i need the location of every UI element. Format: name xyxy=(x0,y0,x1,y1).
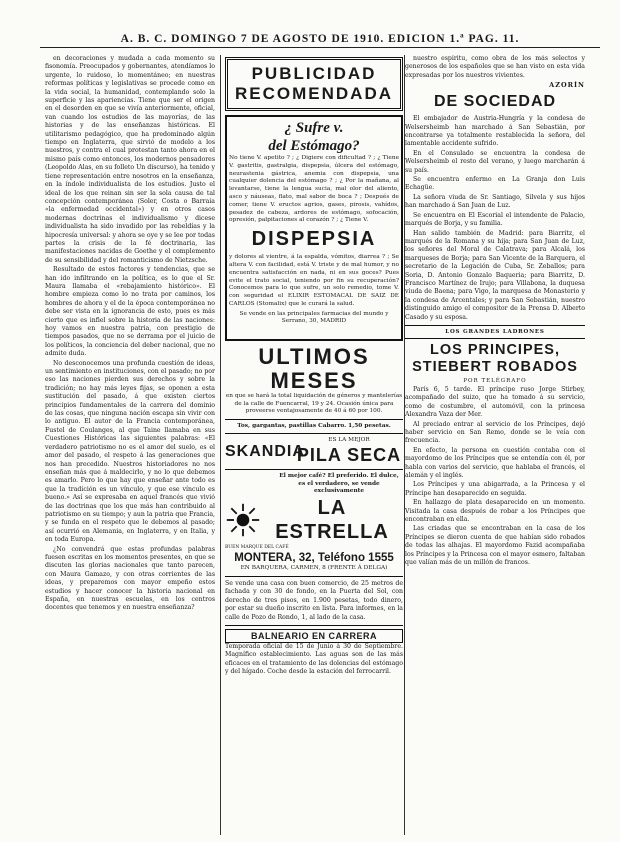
article-paragraph: nuestro espíritu, como obra de los más selectos y generosos de los españoles que se han visto en esta vida expresadas por los nuestros vivientes. xyxy=(405,55,585,79)
ad-estrella-address: MONTERA, 32, Teléfono 1555 xyxy=(234,552,394,565)
column-3 xyxy=(405,55,585,840)
princes-heading: STIEBERT ROBADOS xyxy=(412,358,578,375)
masthead xyxy=(40,32,600,48)
ad-estomago-headline: del Estómago? xyxy=(268,138,360,154)
ad-estomago-headline: ¿ Sufre v. xyxy=(284,120,344,136)
section-label: LOS GRANDES LADRONES xyxy=(445,328,545,335)
star-logo-icon xyxy=(225,502,261,538)
princes-heading: LOS PRINCIPES, xyxy=(429,341,561,358)
divider xyxy=(405,338,585,339)
society-paragraph: Han salido también de Madrid: para Biarritz, el marqués de la Romana y su hija; para San Juan de Luz, los señores del Moral de Calatrava; para Alcalá, los marqueses de Borja; para San Vicente de la Barquera, el secretario de la Legación de Cuba, Sr. Zeballos; para Soria, D. Antonio Gonzalo Baqueria; para Biarritz, D. Francisco Martínez de Irujo; para Villabona, la duquesa viuda de Baena; para Vigo, la marquesa de Monasterio y la condesa de Arcentales; y para San Sebastián, nuestro distinguido amigo el compositor de la Prensa D. Alberto Casado y su esposa. xyxy=(405,229,585,321)
divider xyxy=(225,469,403,470)
ad-skandia xyxy=(225,437,403,466)
ad-tos: Tos, gargantas, pastillas Cabarro. 1,50 pesetas. xyxy=(237,422,391,429)
society-paragraph: La señora viuda de Sr. Santiago, Silvela y sus hijos han marchado á San Juan de Luz. xyxy=(405,193,585,210)
recomendada-title: RECOMENDADA xyxy=(235,84,393,103)
ad-balneario xyxy=(225,629,403,677)
divider xyxy=(225,433,403,434)
ad-estrella-name: LA ESTRELLA xyxy=(275,496,389,543)
princes-paragraph: Los Príncipes y una abigarrada, a la Princesa y el Príncipe han desaparecido en seguida. xyxy=(405,481,585,497)
masthead-text: A. B. C. DOMINGO 7 DE AGOSTO DE 1910. EDICION 1.ª PAG. 11. xyxy=(120,33,520,45)
princes-paragraph: En hallazgo de plata desaparecido en un momento. Visitada la casa después de robar a los Príncipes que encontraban en ella. xyxy=(405,499,585,524)
ad-estrella-logo-caption: BUEN MARQUE DEL CAFÉ xyxy=(225,544,289,550)
ad-balneario-text: Temporada oficial de 15 de Junio á 30 de Septiembre. Magnífico establecimiento. Las aguas son de las más eficaces en el tratamiento de las dolencias del estómago y del hígado. Coche desde la estación del ferrocarril. xyxy=(225,642,403,676)
ad-generic: Se vende una casa con buen comercio, de 25 metros de fachada y con 30 de fondo, en la Puerta del Sol, con derecho de tres pisos, en 1.900 pesetas, todo dinero, por estar su dueño inscrito en lista. Para informes, en la calle de Pozo de Rondo, 1, al lado de la casa. xyxy=(225,579,403,621)
ad-estomago-body: No tiene V. apetito ? ; ¿ Digiere con dificultad ? ; ¿ Tiene V. gastritis, gastralgia, dispepsia, úlcera del estómago, neurastenia gástrica, anemia con dispepsia, una cualquier dolencia del estómago ? ; ¿ Por la mañana, al levantarse, tiene la lengua sucia, mal olor del aliento, asco y náuseas, flato, mal sabor de boca ? ; Después de comer, tiene V. eructos agrios, gases, pirosis, vahídos, pesadez de cabeza, ardores de estómago, sofocación, opresión, palpitaciones al corazón ? ; ¿ Tiene V. xyxy=(229,155,399,224)
column-1 xyxy=(45,55,215,840)
publicidad-banner xyxy=(225,57,403,111)
ad-estomago-body: y dolores al vientre, á la espalda, vómitos, diarrea ? ; Se altera V. con facilidad, está V. triste y de mal humor, y no encuentra satisfacción en nada, ni en sus goces? Pues evite el trato social, teniendo por fin su recuperación? Conocemos para lo que sufre, un solo remedio, tome V. con seguridad el ELIXIR ESTOMACAL DE SAIZ DE CARLOS (Stomalix) que le curará la salud. xyxy=(229,254,399,307)
princes-paragraph: Al preciado entrar al servicio de los Príncipes, dejó haber servicio en San Remo, donde se le veía con frecuencia. xyxy=(405,420,585,445)
article-paragraph: Resultado de estos factores y tendencias, que se han ido infiltrando en la política, es lo que el Sr. Maura llamaba el «rebajamiento histórico». El hombre empieza como lo no trata por caminos, los hombres de ahora y el de la época contemporánea no debe ser vista en la ignorancia de esto, pues es más cierto que es infiel sobre la historia de las naciones: hoy vamos en nuestra patria, con prestigio de tiempos pasados, que no se derrama por el juicio de los políticos, la conciencia del deber nacional, que no admite duda. xyxy=(45,266,215,358)
ad-skandia-label: ES LA MEJOR xyxy=(328,437,370,444)
princes-paragraph: París 6, 5 tarde. El príncipe ruso Jorge Stirbey, acompañado del suizo, que ha tomado á su servicio, como de costumbre, el automóvil, con la princesa Alexandra Vaza der Mer. xyxy=(405,385,585,419)
society-paragraph: El embajador de Austria-Hungría y la condesa de Welsersheimb han marchado á San Sebastián, por encontrarse ya totalmente restablecida la señora, del lamentable accidente sufrido. xyxy=(405,115,585,148)
ad-dispepsia-word: DISPEPSIA xyxy=(251,228,377,251)
divider xyxy=(225,576,403,577)
society-paragraph: Se encuentra enfermo en La Granja don Luis Echagüe. xyxy=(405,176,585,192)
ad-estomago xyxy=(225,115,403,341)
ad-balneario-title: BALNEARIO EN CARRERA xyxy=(225,629,403,643)
publicidad-title: PUBLICIDAD xyxy=(251,64,377,83)
divider xyxy=(225,419,403,420)
article-paragraph: ¿No convendrá que estas profundas palabras fuesen escritas en los momentos presentes, en que se discuten las glorias nacionales que tanto parecen, con Maura Gamazo, y con otras corrientes de las ideas, y preparemos con mayor empeño estos estudios y hacer conocer la historia nacional en España, en nuestras escuelas, en los centros docentes que tenemos y en nuestra enseñanza? xyxy=(45,545,215,612)
ad-estrella-slogan: El mejor café? El preferido. El dulce, es el verdadero, se vende exclusivamente xyxy=(279,472,399,495)
divider xyxy=(405,325,585,326)
column-rule xyxy=(220,55,221,835)
ad-skandia-brand: SKANDIA xyxy=(225,442,305,460)
princes-paragraph: Las criadas que se encontraban en la casa de los Príncipes se dieron cuenta de que habían sido robados de todas las alhajas. El mayordomo Fazid acompañaba los Príncipes y la Princesa con el mayor esmero, faltaban que valían más de un millón de francos. xyxy=(405,525,585,567)
society-heading: DE SOCIEDAD xyxy=(433,93,557,111)
column-2-ads xyxy=(225,55,403,840)
author-signature: AZORÍN xyxy=(549,81,585,90)
ad-estrella-branch: EN BARQUERA, CARMEN, 8 (FRENTE Á DELGA) xyxy=(240,565,388,572)
society-paragraph: En el Consulado se encuentra la condesa de Welsersheimb el resto del verano, y luego marcharán á su país. xyxy=(405,149,585,174)
ad-estrella xyxy=(225,473,403,573)
article-paragraph: en decoraciones y mudada a cada momento su fisonomía. Preocupados y gobernantes, atendíamos lo urgente, lo ruidoso, lo momentáneo; en nuestras reformas políticas y legislativas se procede como en la vida social, la humanidad, contemplando solo la superficie y las apariencias. Tiene que ser el origen en el desorden en que se vivía anteriormente, oficial, van cuando los estudios de las mayorías, de las historias y de las enseñanzas históricas. El utilitarismo pedagógico, que ha predominado algún tiempo en Inglaterra, que sirvió de modelo a los nuestros, y contra el cual protestan tanto ahora en el mismo país como entonces, los modernos pensadores (Leopoldo Alas, en su folleto Un discurso), ha tenido y tiene representación entre nosotros en la enseñanza, en la índole individualista de los estudios. Justo el ideal de los que reinan sin ser la sola causa de tal concepción contemporánea (Soler, Costa o Barraia «la enfermedad occidental») y en otros casos modernas doctrinas el individualismo y dicese individualista ha sido invadido por las rebeldías y la hipocresía universal: y ahora se oye y se lee por todas partes la crisis de la fé doctrinaria, las manifestaciones nacidas de Goethe y el complemento de su sensibilidad y del romanticismo de Nietzsche. xyxy=(45,55,215,264)
article-paragraph: No desconocemos una profunda cuestión de ideas, un sentimiento en instituciones, con el pasado; no por eso las naciones pierden sus derechos y sobre la tradición; no hay más leyes fijas, se oponen a esta sustitución del pasado, á que existen ciertos principios fundamentales de la carrera del dominio de las cosas, que ninguna nación escapa sin vivir con lo antiguo. El autor de la Francia contemporánea, Fustel de Coulanges, al que Taine llamaba en sus Cuestiones Históricas las siguientes palabras: «El verdadero patriotismo no es el amor del suelo, es el amor del pasado, el respeto á las generaciones que nos han precedido. Nuestros historiadores no nos enseñan más que á maldecirlo, y no lo que debemos es amarlo. Pero lo que hay que enseñar ante todo es que la tradición es un vínculo, y que ese vínculo es bueno.» Así se expresaba en aquel francés que vivió de las doctrinas que los que más han contribuido al patriotismo en su tiempo; y aun la patria que Francia, y se funda en el respeto que le debemos al pasado; así ocurrió en Alemania, en Inglaterra, y en Italia, y en toda Europa. xyxy=(45,359,215,544)
princes-paragraph: En efecto, la persona en cuestión contaba con el mayordomo de los Príncipes que se entendía con él, por habla con varios del servicio, que hablaba el francés, el alemán y el inglés. xyxy=(405,446,585,480)
ad-ultimos-headline: ULTIMOS MESES xyxy=(258,344,370,393)
ad-ultimos xyxy=(225,345,403,416)
telegram-label: POR TELÉGRAFO xyxy=(463,377,527,384)
divider xyxy=(225,625,403,626)
ad-ultimos-body: en que se hará la total liquidación de géneros y mantelerías de la calle de Fuencarral, 19 y 24. Ocasión única para proveerse ventajosamente de 40 á 60 por 100. xyxy=(225,393,403,415)
society-paragraph: Se encuentra en El Escorial el intendente de Palacio, marqués de Borja, y su familia. xyxy=(405,211,585,228)
ad-estomago-footer: Se vende en las principales farmacias del mundo y Serrano, 30, MADRID xyxy=(239,310,389,325)
ad-skandia-product: PILA SECA xyxy=(296,444,402,465)
